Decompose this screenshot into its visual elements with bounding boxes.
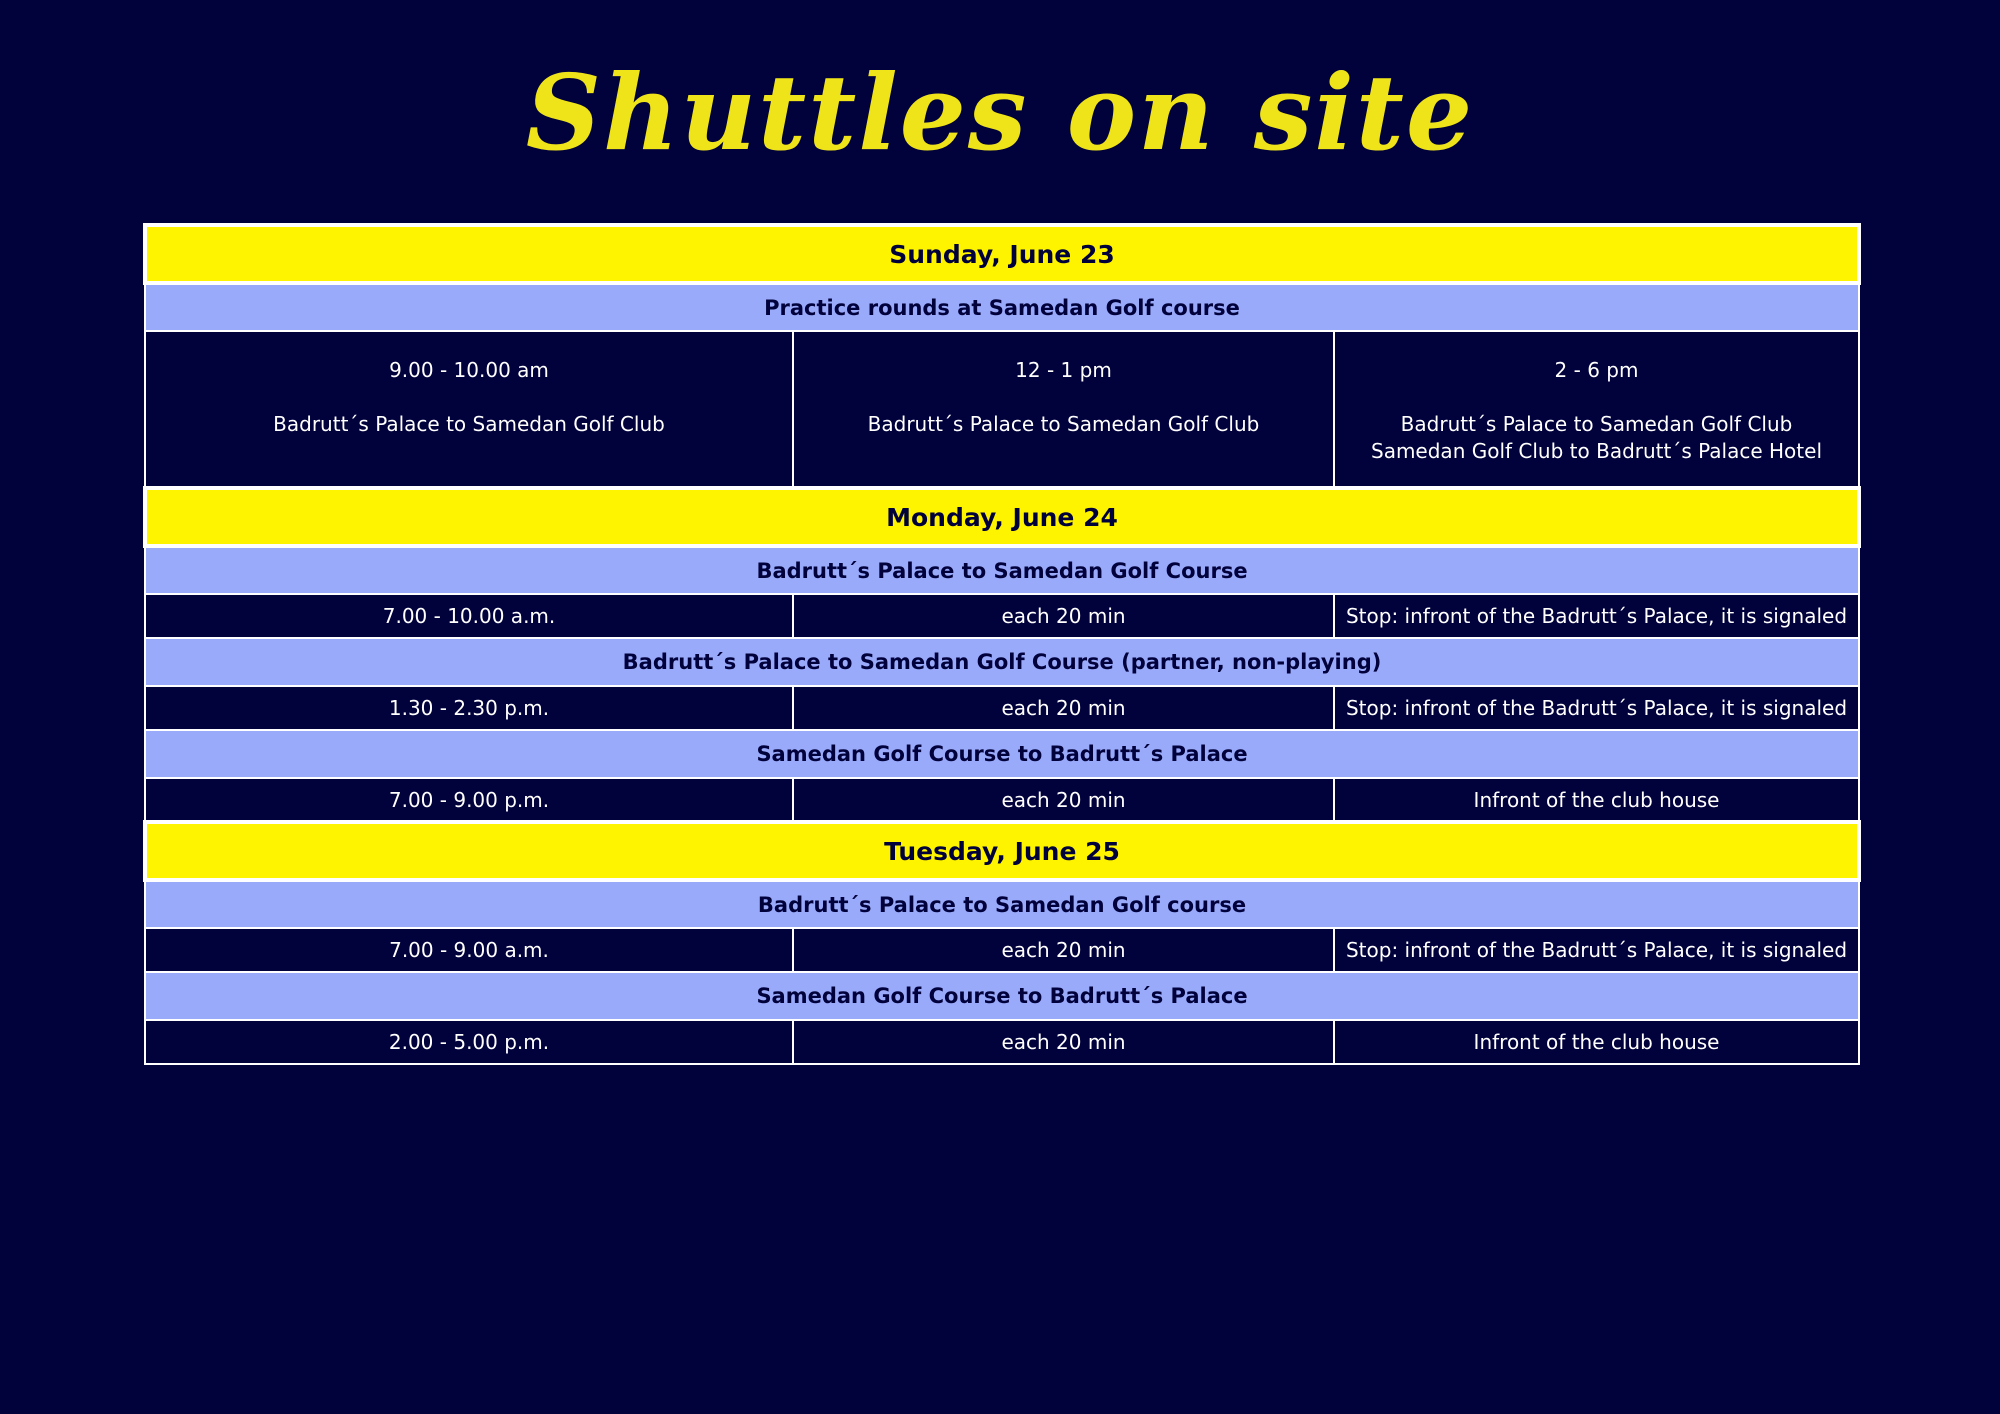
frequency-cell: each 20 min xyxy=(793,1020,1334,1064)
practice-cell xyxy=(793,331,1334,488)
route-header: Samedan Golf Course to Badrutt´s Palace xyxy=(145,730,1859,778)
schedule-row xyxy=(145,686,1859,730)
route-header: Badrutt´s Palace to Samedan Golf Course xyxy=(145,546,1859,594)
route-header-row xyxy=(145,638,1859,686)
time-cell: 7.00 - 10.00 a.m. xyxy=(145,594,793,638)
schedule-row xyxy=(145,928,1859,972)
shuttle-schedule-table xyxy=(143,223,1861,1065)
route-header: Samedan Golf Course to Badrutt´s Palace xyxy=(145,972,1859,1020)
day-header-row xyxy=(145,822,1859,880)
practice-cell xyxy=(1334,331,1859,488)
frequency-cell: each 20 min xyxy=(793,594,1334,638)
route-header-row xyxy=(145,730,1859,778)
practice-route-return: Samedan Golf Club to Badrutt´s Palace Hotel xyxy=(1371,439,1822,463)
stop-cell: Stop: infront of the Badrutt´s Palace, it is signaled xyxy=(1334,594,1859,638)
route-header: Badrutt´s Palace to Samedan Golf Course (partner, non-playing) xyxy=(145,638,1859,686)
route-header-row xyxy=(145,283,1859,331)
stop-cell: Infront of the club house xyxy=(1334,778,1859,822)
practice-route: Badrutt´s Palace to Samedan Golf Club xyxy=(867,412,1260,436)
time-cell: 1.30 - 2.30 p.m. xyxy=(145,686,793,730)
stop-cell: Stop: infront of the Badrutt´s Palace, it is signaled xyxy=(1334,928,1859,972)
day-header-row xyxy=(145,488,1859,546)
page-title: Shuttles on site xyxy=(525,51,1475,174)
day-header: Tuesday, June 25 xyxy=(145,822,1859,880)
route-header-row xyxy=(145,546,1859,594)
schedule-row xyxy=(145,1020,1859,1064)
frequency-cell: each 20 min xyxy=(793,778,1334,822)
day-header: Sunday, June 23 xyxy=(145,225,1859,283)
frequency-cell: each 20 min xyxy=(793,928,1334,972)
stop-cell: Infront of the club house xyxy=(1334,1020,1859,1064)
practice-cell xyxy=(145,331,793,488)
route-header-row xyxy=(145,880,1859,928)
day-header: Monday, June 24 xyxy=(145,488,1859,546)
route-header: Badrutt´s Palace to Samedan Golf course xyxy=(145,880,1859,928)
day-header-row xyxy=(145,225,1859,283)
route-header: Practice rounds at Samedan Golf course xyxy=(145,283,1859,331)
time-cell: 7.00 - 9.00 p.m. xyxy=(145,778,793,822)
stop-cell: Stop: infront of the Badrutt´s Palace, it is signaled xyxy=(1334,686,1859,730)
practice-time: 9.00 - 10.00 am xyxy=(389,358,549,382)
schedule-row xyxy=(145,778,1859,822)
practice-time: 2 - 6 pm xyxy=(1554,358,1639,382)
time-cell: 7.00 - 9.00 a.m. xyxy=(145,928,793,972)
route-header-row xyxy=(145,972,1859,1020)
time-cell: 2.00 - 5.00 p.m. xyxy=(145,1020,793,1064)
practice-route: Badrutt´s Palace to Samedan Golf Club xyxy=(273,412,665,436)
schedule-row xyxy=(145,594,1859,638)
practice-route: Badrutt´s Palace to Samedan Golf Club xyxy=(1400,412,1793,436)
practice-row xyxy=(145,331,1859,488)
frequency-cell: each 20 min xyxy=(793,686,1334,730)
practice-time: 12 - 1 pm xyxy=(1015,358,1112,382)
